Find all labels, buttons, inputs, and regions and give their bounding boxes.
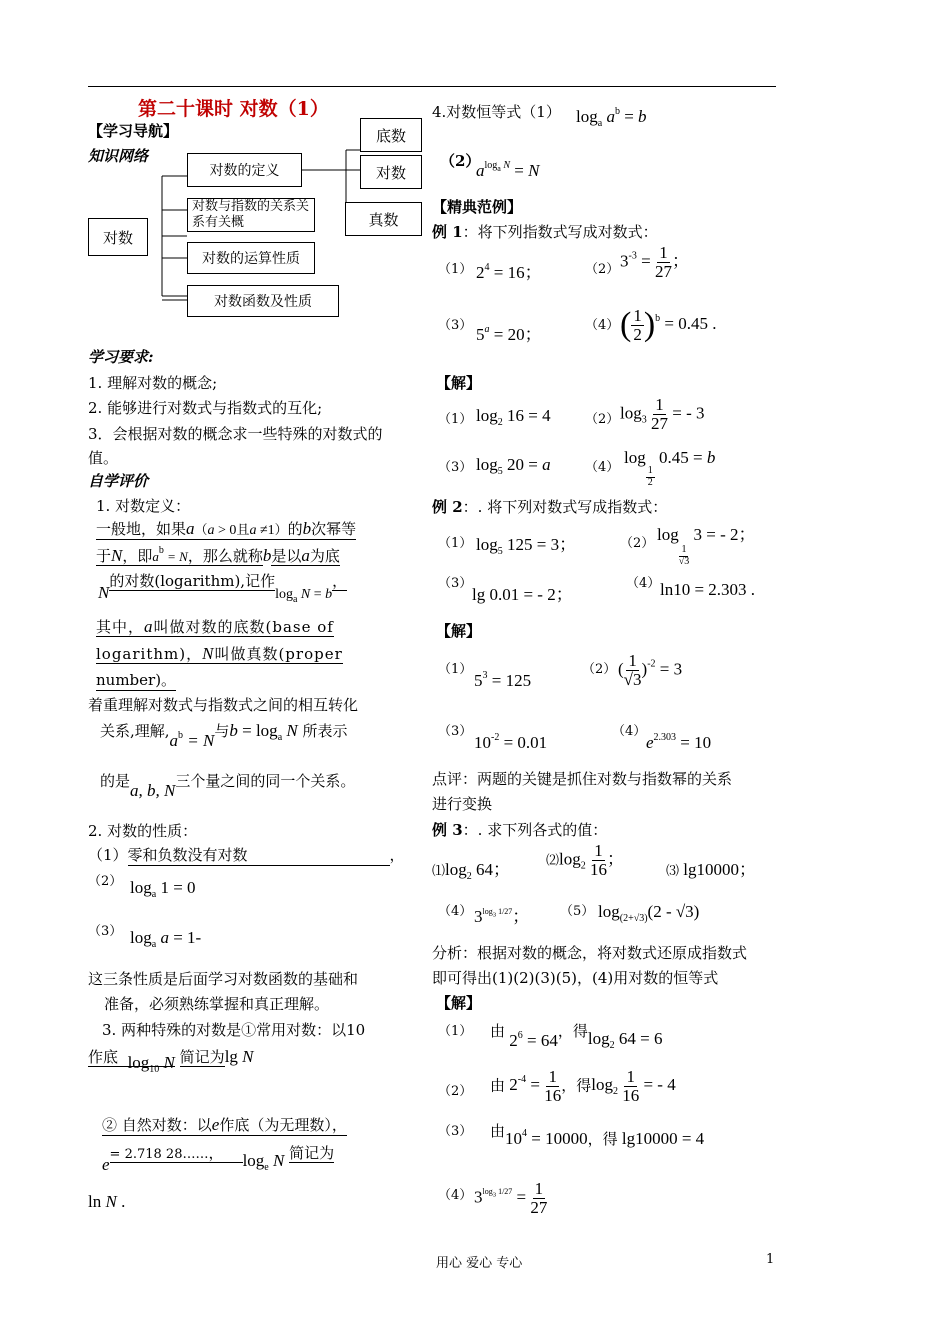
definition-line-5: logarithm)，N叫做真数(proper [96, 644, 343, 663]
sol1-formula-3: $\log_5 20 = a$ [476, 455, 551, 477]
sol3-line-1: 由 $2^6 = 64$，得$\log_2 64 = 6$ [490, 1022, 663, 1051]
page-number: 1 [766, 1252, 775, 1267]
text: （3） [88, 924, 123, 939]
text: logarithm)， [96, 645, 203, 663]
definition-line-1: 一般地，如果a（a > 0且a ≠1）的b次幂等 [96, 519, 357, 538]
diagram-branch-operations: 对数的运算性质 [187, 242, 315, 274]
comment-line-2: 进行变换 [432, 795, 493, 813]
ex1-item-4: （4） [585, 318, 620, 333]
definition-line-6: number)。 [96, 671, 177, 689]
ex1-formula-1: $2^4 = 16$； [476, 262, 542, 282]
footer-motto: 用心 爱心 专心 [436, 1256, 523, 1271]
ex2-formula-1: $\log_5 125 = 3$； [476, 535, 577, 557]
text: （1） [88, 846, 128, 864]
text: ，得 [557, 1022, 588, 1040]
sol3-item-1: （1） [438, 1024, 473, 1039]
text: 由 [490, 1022, 506, 1040]
ex1-formula-3: $5^a = 20$； [476, 324, 542, 344]
sol3-formula-3: $10^4 = 10000$，得 lg10000 = 4 [505, 1128, 705, 1148]
ex1-formula-4: ( $\frac{1}{2}$ )$^b$ = 0.45 . [620, 305, 717, 344]
identity-2-label: （2） [440, 152, 481, 170]
ex3-item-4: （4） [438, 904, 473, 919]
sol2-formula-2: ( $\frac{1}{√3}$ )$^{-2}$ = 3 [618, 651, 683, 689]
ex2-item-4: （4） [626, 576, 661, 591]
solution-1-header: 【解】 [436, 374, 482, 392]
emphasis-line-3: 的是a, b, N三个量之间的同一个关系。 [100, 772, 356, 800]
property-1: （1）零和负数没有对数 ， [88, 846, 405, 864]
text: 作底 [88, 1048, 119, 1066]
identity-1-formula: $\log_a a^b = b$ [576, 106, 647, 129]
sol1-item-2: （2） [585, 412, 620, 427]
text: ， [208, 1144, 224, 1162]
text: 的是 [100, 772, 131, 790]
properties-note-2: 准备，必须熟练掌握和真正理解。 [104, 995, 330, 1013]
sol1-formula-4: log $\frac{1}{2}$ 0.45 = b [624, 448, 716, 488]
special-logs-line-2: 作底 $\log_{10} N$ 简记为lg N [88, 1047, 254, 1075]
ex3-formula-4: $3^{log_3 1/27}$； [474, 907, 530, 926]
requirement-item: 1. 理解对数的概念; [88, 374, 218, 392]
example-3-prompt: 例 3：. 求下列各式的值： [432, 821, 608, 839]
ex2-item-1: （1） [438, 536, 473, 551]
text: 的对数(logarithm),记作 [109, 572, 276, 590]
ex3-formula-5: $\log_{(2+√3)}(2 - √3)$ [598, 902, 700, 924]
sol1-formula-2: $\log_3$ $\frac{1}{27}$ = - 3 [620, 395, 705, 433]
ex2-formula-2: log $\frac{1}{√3}$ 3 = - 2； [657, 525, 756, 567]
comment-line-1: 点评：两题的关键是抓住对数与指数幂的关系 [432, 770, 733, 788]
text: 叫做对数的底数(base of [153, 618, 334, 636]
identity-2-formula: $a^{log_a N} = N$ [476, 160, 540, 180]
sol2-item-2: （2） [582, 662, 617, 677]
text: 由 [490, 1122, 506, 1140]
text: ，即 [122, 547, 153, 565]
sol2-formula-3: $10^{-2} = 0.01$ [474, 732, 548, 752]
properties-note-1: 这三条性质是后面学习对数函数的基础和 [88, 970, 359, 988]
sol1-item-4: （4） [585, 460, 620, 475]
text: 一般地，如果 [96, 520, 187, 538]
diagram-branch-function: 对数函数及性质 [187, 285, 339, 317]
definition-line-3: N的对数(logarithm),记作$\log_a N = b$， [98, 572, 348, 605]
sol1-item-1: （1） [438, 412, 473, 427]
ex2-item-2: （2） [620, 536, 655, 551]
definition-line-4: 其中，a叫做对数的底数(base of [96, 617, 334, 636]
sol2-item-1: （1） [438, 662, 473, 677]
text: 由 [490, 1076, 506, 1095]
text: ，得 [561, 1076, 592, 1095]
text: 作底（为无理数）， [219, 1116, 347, 1134]
solution-3-header: 【解】 [436, 994, 482, 1012]
text: 的 [287, 520, 303, 538]
sol2-item-3: （3） [438, 724, 473, 739]
requirement-item: 2. 能够进行对数式与指数式的互化; [88, 399, 323, 417]
page-title: 第二十课时 对数（1） [138, 98, 329, 120]
definition-line-2: 于N，即$a^b = N$，那么就称b是以a为底 [96, 545, 340, 565]
diagram-leaf-base: 底数 [360, 118, 422, 152]
ex3-formula-2: $⑵\log_2$ $\frac{1}{16}$ ； [546, 841, 624, 879]
properties-title: 2. 对数的性质： [88, 822, 198, 840]
property-3-formula: $\log_a a = 1-$ [130, 928, 202, 950]
text: 简记为 [289, 1144, 335, 1162]
sol3-line-3 [490, 1120, 505, 1141]
text: 简记为 [179, 1048, 225, 1066]
special-logs-line-1: 3. 两种特殊的对数是①常用对数：以10 [102, 1021, 366, 1039]
requirements-heading: 学习要求: [88, 348, 154, 366]
sol1-item-3: （3） [438, 460, 473, 475]
property-2 [88, 870, 122, 889]
definition-title: 1. 对数定义： [96, 497, 191, 515]
self-eval-heading: 自学评价 [88, 472, 149, 490]
text: 与 [214, 722, 230, 740]
text: = 2.718 28…… [109, 1147, 209, 1162]
ln-n: ln N . [88, 1192, 126, 1211]
analysis-line-1: 分析：根据对数的概念，将对数式还原成指数式 [432, 944, 748, 962]
text: 于 [96, 547, 112, 565]
sol2-formula-1: $5^3 = 125$ [474, 670, 532, 690]
identity-1-label: 4.对数恒等式（1） [432, 103, 561, 121]
natural-log-line: ② 自然对数：以e作底（为无理数）， [102, 1115, 347, 1134]
sol3-item-3: （3） [438, 1124, 473, 1139]
sol1-formula-1: $\log_2 16 = 4$ [476, 406, 551, 428]
text: ② 自然对数：以 [102, 1116, 212, 1134]
text: 零和负数没有对数 [128, 844, 390, 866]
requirement-item: 3．会根据对数的概念求一些特殊的对数式的值。 [88, 425, 383, 467]
example-2-prompt: 例 2：. 将下列对数式写成指数式： [432, 498, 668, 516]
knowledge-network-label: 知识网络 [88, 147, 149, 165]
ex2-formula-3: lg 0.01 = - 2； [472, 585, 573, 604]
text: 次幂等 [311, 520, 357, 538]
ex3-formula-3: ⑶ lg10000； [666, 860, 756, 879]
sol2-formula-4: $e^{2.303} = 10$ [646, 732, 712, 752]
text: （2） [88, 874, 123, 889]
text: 所表示 [302, 722, 348, 740]
sol3-formula-4: $3^{log_3 1/27}$ = $\frac{1}{27}$ [474, 1179, 548, 1217]
natural-log-value: e= 2.718 28……， $\log_e N$ 简记为 [102, 1144, 335, 1174]
ex2-item-3: （3） [438, 576, 473, 591]
diagram-leaf-log: 对数 [360, 155, 422, 189]
ex3-item-5: （5） [560, 904, 595, 919]
diagram-root: 对数 [88, 218, 148, 256]
text: 叫做真数(proper [214, 645, 343, 663]
sol3-item-4: （4） [438, 1188, 473, 1203]
solution-2-header: 【解】 [436, 622, 482, 640]
example-1-prompt: 例 1：将下列指数式写成对数式： [432, 223, 658, 241]
property-2-formula: $\log_a 1 = 0$ [130, 878, 196, 900]
property-3 [88, 920, 122, 939]
diagram-branch-relation: 对数与指数的关系关系有关概 [187, 198, 315, 232]
sol2-item-4: （4） [612, 724, 647, 739]
text: 其中， [96, 618, 145, 636]
ex2-formula-4: ln10 = 2.303 . [660, 580, 756, 599]
analysis-line-2: 即可得出(1)(2)(3)(5)，(4)用对数的恒等式 [432, 969, 719, 987]
emphasis-line-2: 关系,理解$,a^b = N$与$b = \log_a N$ 所表示 [100, 721, 348, 750]
sol3-line-2: 由 $2^{-4}$ = $\frac{1}{16}$ ，得$\log_2$ $\frac{1}{16}$ = - 4 [490, 1067, 676, 1105]
sol3-item-2: （2） [438, 1084, 473, 1099]
ex1-formula-2: $3^{-3}$ = $\frac{1}{27}$ ； [620, 243, 689, 281]
examples-header: 【精典范例】 [432, 198, 523, 216]
diagram-leaf-antilog: 真数 [345, 202, 422, 236]
text: 三个量之间的同一个关系。 [175, 772, 356, 790]
top-rule [88, 86, 776, 87]
ex1-item-2: （2） [585, 262, 620, 277]
text: 是以 [271, 547, 302, 565]
text: ，那么就称 [187, 547, 263, 565]
emphasis-line-1: 着重理解对数式与指数式之间的相互转化 [88, 696, 359, 714]
ex3-formula-1: $⑴\log_2$ 64； [432, 860, 510, 882]
text: 关系,理解, [100, 722, 170, 740]
text: 为底 [309, 547, 340, 565]
ex1-item-3: （3） [438, 318, 473, 333]
diagram-branch-definition: 对数的定义 [187, 153, 302, 187]
nav-header: 【学习导航】 [88, 122, 179, 140]
ex1-item-1: （1） [438, 262, 473, 277]
